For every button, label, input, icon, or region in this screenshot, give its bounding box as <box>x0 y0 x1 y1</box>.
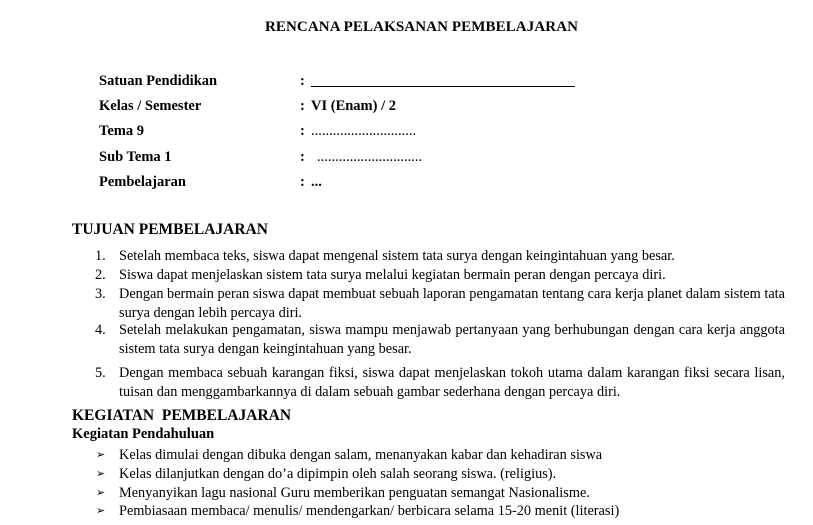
activity-item <box>96 484 786 503</box>
identity-label: Sub Tema 1 <box>99 149 172 165</box>
arrow-bullet-icon: ➢ <box>96 486 106 499</box>
identity-colon: : <box>300 98 305 114</box>
identity-colon: : <box>300 123 305 139</box>
page-title: RENCANA PELAKSANAN PEMBELAJARAN <box>264 19 579 35</box>
identity-value: ............................. <box>311 123 417 139</box>
activity-item <box>96 465 786 484</box>
objective-item <box>95 364 785 401</box>
identity-label: Satuan Pendidikan <box>99 73 218 89</box>
activities-subheading: Kegiatan Pendahuluan <box>72 426 215 442</box>
objective-text: Siswa dapat menjelaskan sistem tata surya melalui kegiatan bermain peran dengan percaya diri. <box>119 267 666 283</box>
identity-label: Pembelajaran <box>99 174 186 190</box>
objective-text: Dengan membaca sebuah karangan fiksi, siswa dapat menjelaskan tokoh utama dalam karangan fiksi secara lisan, tuisan dan menggambarkannya di dalam sebuah gambar sederhana dengan percaya diri. <box>119 365 785 400</box>
activity-item <box>96 502 786 521</box>
arrow-bullet-icon: ➢ <box>96 467 106 480</box>
activity-text: Kelas dimulai dengan dibuka dengan salam, menanyakan kabar dan kehadiran siswa <box>119 447 603 463</box>
objective-number: 2. <box>95 267 106 283</box>
identity-blank-underline <box>311 86 575 87</box>
objectives-heading: TUJUAN PEMBELAJARAN <box>72 221 268 238</box>
identity-colon: : <box>300 149 305 165</box>
activity-text: Menyanyikan lagu nasional Guru memberikan penguatan semangat Nasionalisme. <box>119 485 590 501</box>
objective-item <box>95 285 785 322</box>
identity-label: Kelas / Semester <box>99 98 202 114</box>
objective-item <box>95 321 785 358</box>
identity-value: ............................. <box>317 149 423 165</box>
objective-text: Dengan bermain peran siswa dapat membuat sebuah laporan pengamatan tentang cara kerja planet dalam sistem tata surya dengan lebih percaya diri. <box>119 286 785 321</box>
objective-number: 3. <box>95 286 106 302</box>
objective-number: 4. <box>95 322 106 338</box>
objective-item <box>95 266 785 285</box>
arrow-bullet-icon: ➢ <box>96 504 106 517</box>
identity-colon: : <box>300 174 305 190</box>
activity-text: Kelas dilanjutkan dengan do’a dipimpin oleh salah seorang siswa. (religius). <box>119 466 557 482</box>
objective-text: Setelah membaca teks, siswa dapat mengenal sistem tata surya dengan keingintahuan yang besar. <box>119 248 675 264</box>
objective-item <box>95 247 785 266</box>
arrow-bullet-icon: ➢ <box>96 448 106 461</box>
identity-value: ... <box>311 174 322 190</box>
identity-colon: : <box>300 73 305 89</box>
objective-number: 1. <box>95 248 106 264</box>
identity-value: VI (Enam) / 2 <box>311 98 396 114</box>
objective-number: 5. <box>95 365 106 381</box>
objective-text: Setelah melakukan pengamatan, siswa mampu menjawab pertanyaan yang berhubungan dengan cara kerja anggota sistem tata surya dengan keingintahuan yang besar. <box>119 322 785 357</box>
activity-item <box>96 446 786 465</box>
activity-text: Pembiasaan membaca/ menulis/ mendengarkan/ berbicara selama 15-20 menit (literasi) <box>119 503 620 519</box>
activities-heading: KEGIATAN PEMBELAJARAN <box>72 407 292 424</box>
identity-label: Tema 9 <box>99 123 144 139</box>
